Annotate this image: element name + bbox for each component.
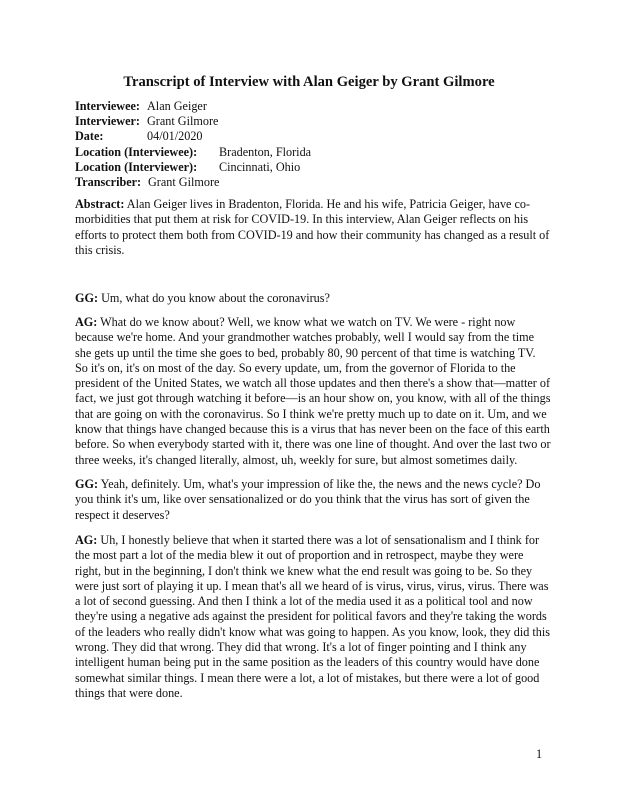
meta-label: Transcriber: bbox=[75, 174, 142, 189]
abstract-paragraph bbox=[75, 197, 551, 258]
dialogue-text: Yeah, definitely. Um, what's your impression of like the, the news and the news cycle? Do you think it's um, like over sensationalized or do you think that the virus has sort of given the respect it deserves? bbox=[75, 477, 541, 522]
abstract-text: Alan Geiger lives in Bradenton, Florida. He and his wife, Patricia Geiger, have co-morbidities that put them at risk for COVID-19. In this interview, Alan Geiger reflects on his efforts to protect them both from COVID-19 and how their community has changed as a result of this crisis. bbox=[75, 197, 550, 257]
speaker-label: AG: bbox=[75, 533, 98, 547]
meta-value: Bradenton, Florida bbox=[219, 144, 312, 159]
page-number: 1 bbox=[536, 747, 543, 761]
meta-label: Interviewee: bbox=[75, 99, 140, 113]
dialogue-paragraph bbox=[75, 477, 551, 523]
speaker-label: GG: bbox=[75, 477, 99, 491]
meta-label: Date: bbox=[75, 129, 104, 144]
dialogue-paragraph bbox=[75, 315, 551, 468]
abstract-label: Abstract: bbox=[75, 197, 125, 211]
speaker-label: GG: bbox=[75, 291, 99, 305]
meta-value: Alan Geiger bbox=[147, 99, 207, 113]
dialogue-paragraph bbox=[75, 291, 551, 306]
meta-label: Interviewer: bbox=[75, 114, 140, 129]
meta-value: Grant Gilmore bbox=[147, 114, 219, 129]
meta-value: Cincinnati, Ohio bbox=[219, 159, 301, 174]
speaker-label: AG: bbox=[75, 315, 98, 329]
document-title: Transcript of Interview with Alan Geiger by Grant Gilmore bbox=[123, 74, 495, 90]
meta-value: 04/01/2020 bbox=[147, 129, 203, 144]
meta-label: Location (Interviewee): bbox=[75, 144, 198, 159]
dialogue-paragraph bbox=[75, 533, 551, 701]
meta-value: Grant Gilmore bbox=[148, 174, 220, 189]
meta-label: Location (Interviewer): bbox=[75, 159, 198, 174]
dialogue-text: What do we know about? Well, we know what we watch on TV. We were - right now because we're home. And your grandmother watches probably, well I would say from the time she gets up until the time she goes to bed, probably 80, 90 percent of that time is watching TV. So it's on, it's on most of the day. So every update, um, from the governor of Florida to the president of the United States, we watch all those updates and then there's a show that—matter of fact, we just got through watching it before—is an hour show on, you know, with all of the things that are going on with the coronavirus. So I think we're pretty much up to date on it. Um, and we know that things have changed because this is a virus that has never been on the face of this earth before. So when everybody started with it, there was one line of thought. And over the last two or three weeks, it's changed literally, almost, uh, weekly for sure, but almost sometimes daily. bbox=[75, 315, 551, 467]
dialogue-text: Um, what do you know about the coronavirus? bbox=[98, 291, 330, 305]
dialogue-text: Uh, I honestly believe that when it started there was a lot of sensationalism and I think for the most part a lot of the media blew it out of proportion and in retrospect, maybe they were right, but in the beginning, I don't think we knew what the end result was going to be. So they were just sort of playing it up. I mean that's all we heard of is virus, virus, virus, virus. There was a lot of second guessing. And then I think a lot of the media used it as a political tool and now they're using a negative ads against the president for political favors and they're taking the words of the leaders who really didn't know what was going to happen. As you know, look, they did this wrong. They did that wrong. They did that wrong. It's a lot of finger pointing and I think any intelligent human being put in the same position as the leaders of this country would have done somewhat similar things. I mean there were a lot, a lot of mistakes, but there were a lot of good things that were done. bbox=[75, 533, 550, 700]
